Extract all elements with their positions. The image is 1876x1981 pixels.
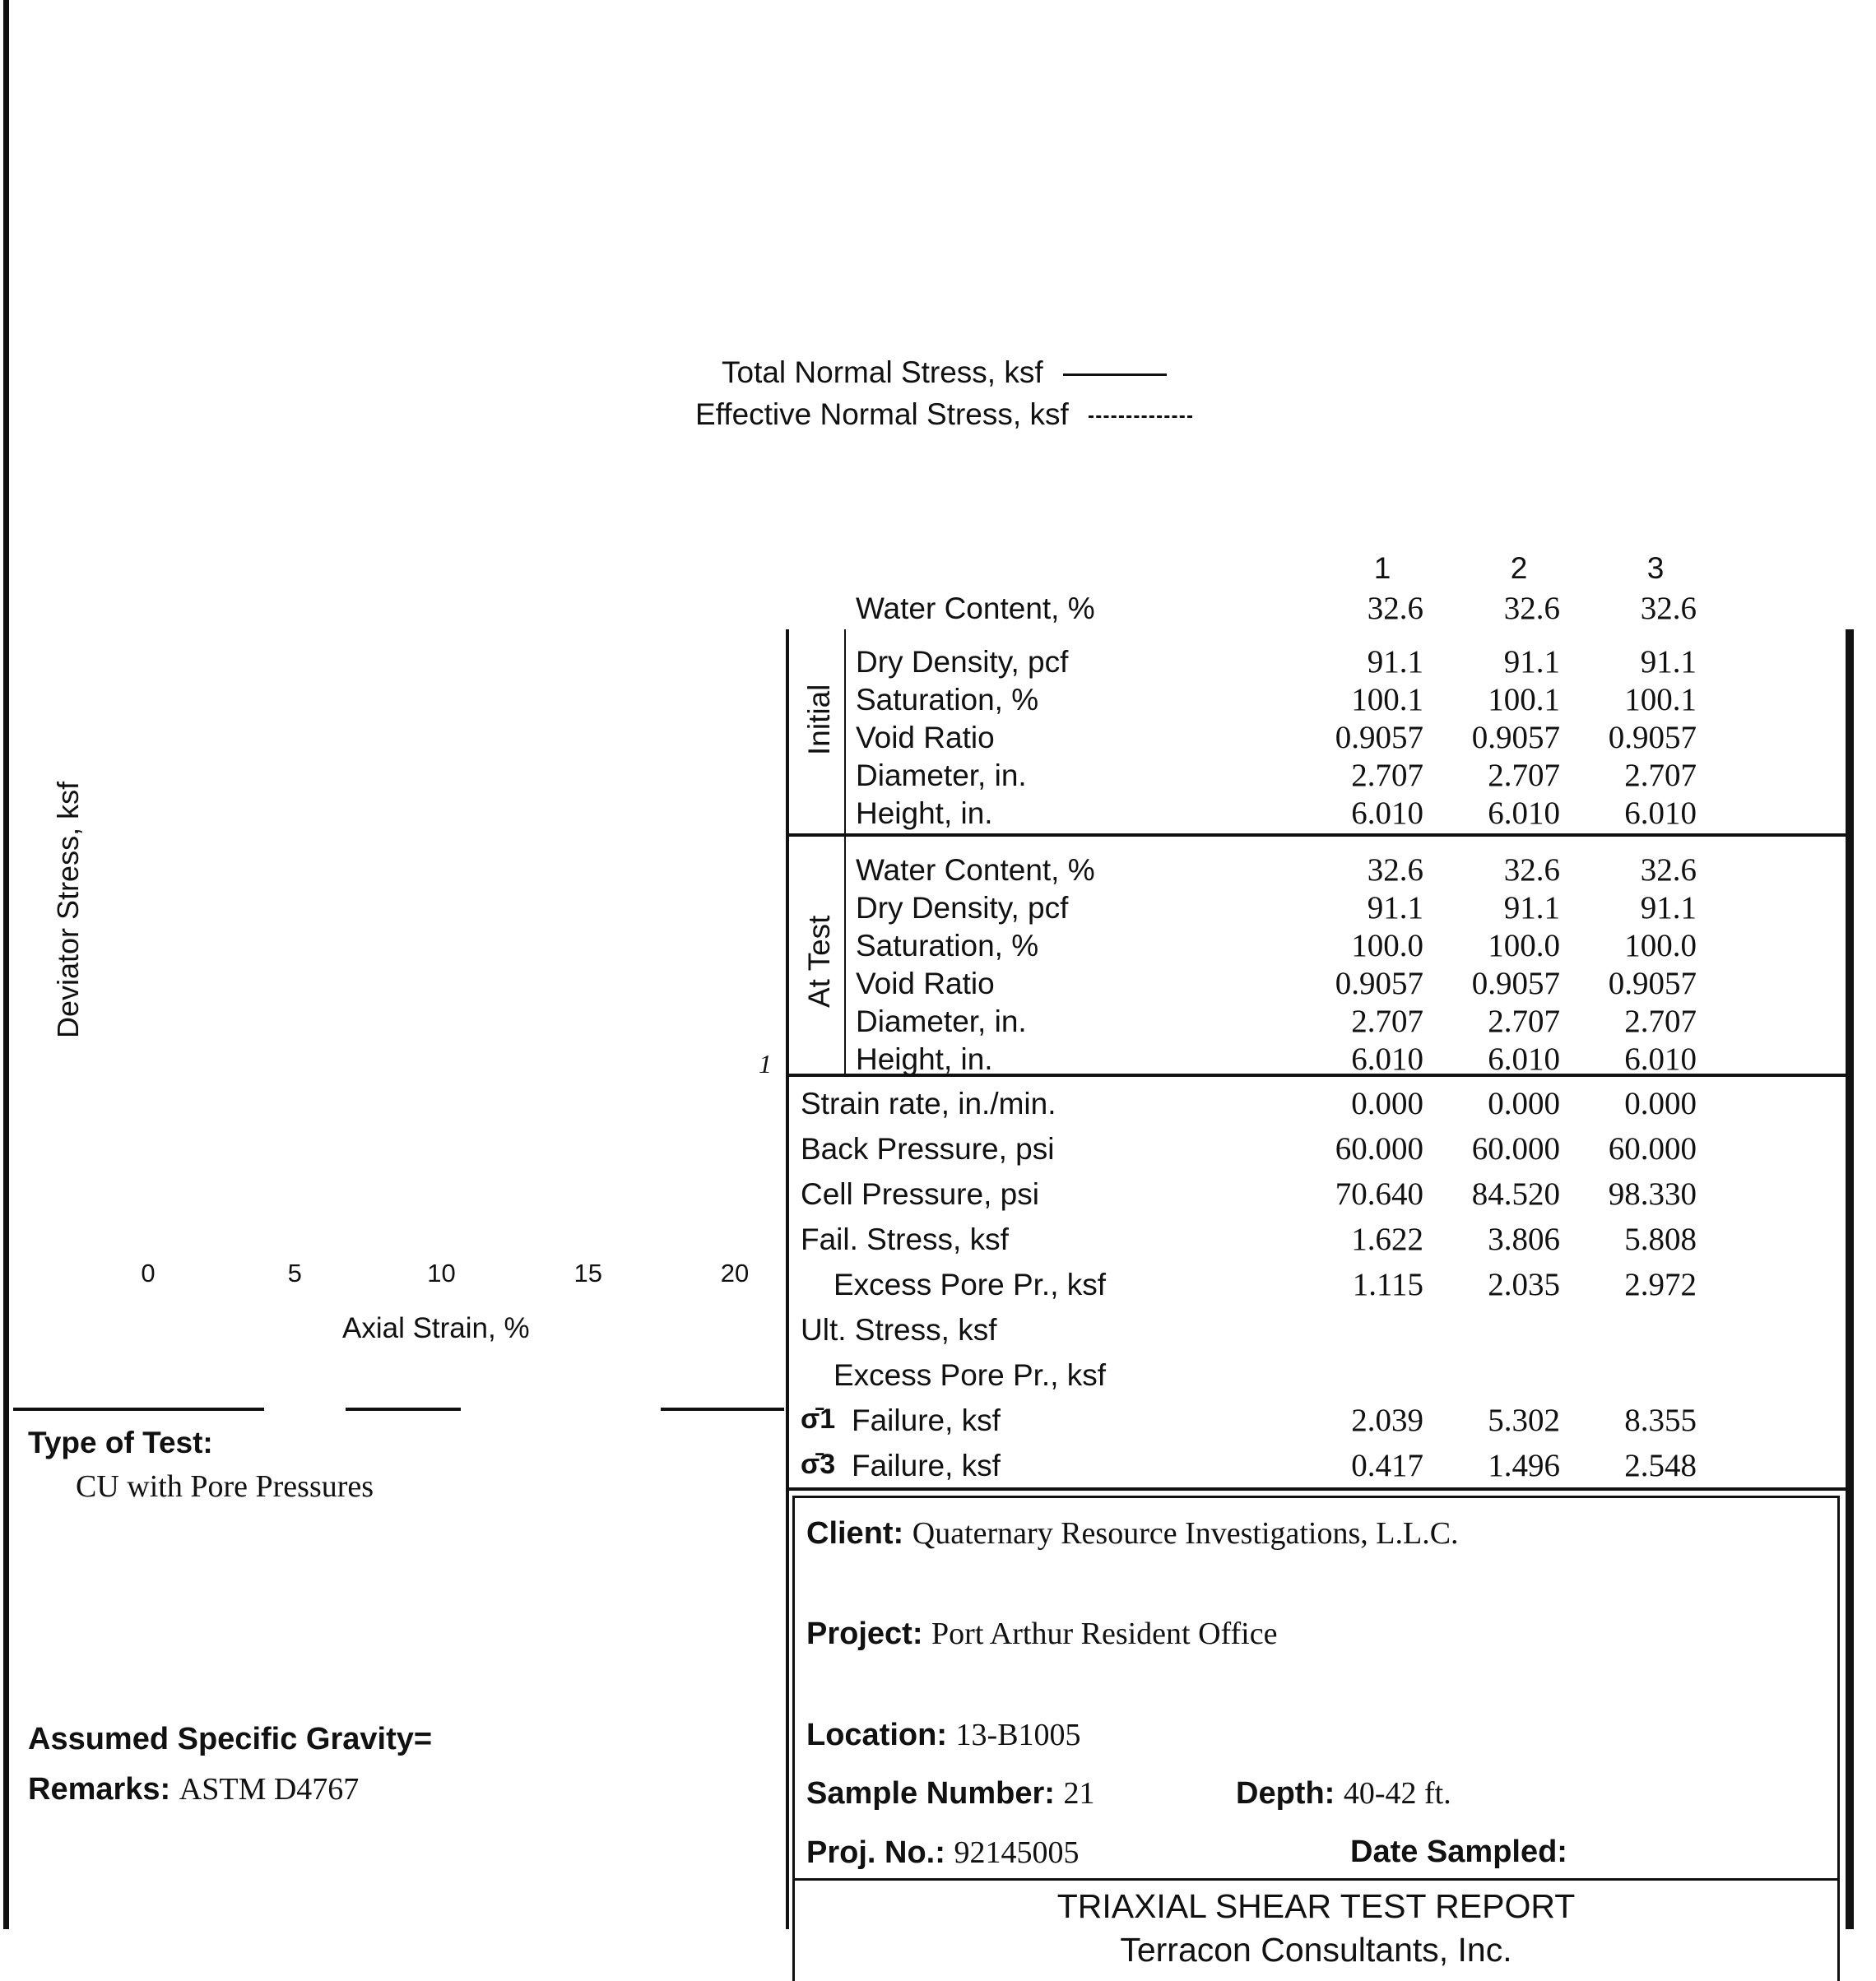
row-value-1: 0.9057 xyxy=(1335,720,1423,755)
row-value-3: 6.010 xyxy=(1624,1042,1697,1077)
row-value-3: 8.355 xyxy=(1624,1403,1697,1438)
column-header-1: 1 xyxy=(1373,551,1391,585)
row-value-1: 0.417 xyxy=(1351,1448,1423,1483)
depth-row xyxy=(1236,1775,1451,1812)
row-value-2: 91.1 xyxy=(1503,644,1560,680)
projno-label: Proj. No.: xyxy=(806,1835,945,1870)
table-left-border xyxy=(786,629,789,1929)
row-value-3: 0.9057 xyxy=(1608,720,1697,755)
row-value-3: 2.548 xyxy=(1624,1448,1697,1483)
row-value-3: 98.330 xyxy=(1608,1176,1697,1212)
sigma-symbol: σ̄1 xyxy=(801,1403,836,1435)
legend-total-label: Total Normal Stress, ksf xyxy=(722,355,1043,389)
depth-label: Depth: xyxy=(1236,1776,1335,1811)
row-label: Fail. Stress, ksf xyxy=(801,1222,1009,1256)
row-value-2: 100.1 xyxy=(1488,682,1560,717)
x-tick-label: 5 xyxy=(287,1259,302,1287)
row-value-2: 0.9057 xyxy=(1471,720,1560,755)
row-label: Height, in. xyxy=(856,796,993,830)
row-value-1: 32.6 xyxy=(1367,852,1423,888)
row-label: Saturation, % xyxy=(856,683,1039,717)
row-value-2: 1.496 xyxy=(1488,1448,1560,1483)
group-column-divider xyxy=(844,629,846,1074)
row-label: Height, in. xyxy=(856,1042,993,1076)
row-label: Saturation, % xyxy=(856,929,1039,963)
sigma-symbol: σ̄3 xyxy=(801,1449,836,1480)
row-value-2: 5.302 xyxy=(1488,1403,1560,1438)
row-value-1: 100.0 xyxy=(1351,928,1423,963)
row-label: Water Content, % xyxy=(856,853,1095,887)
row-value-2: 60.000 xyxy=(1471,1131,1560,1167)
initial-cut-row-value-2: 32.6 xyxy=(1503,591,1560,626)
row-label: Dry Density, pcf xyxy=(856,645,1069,679)
row-value-3: 60.000 xyxy=(1608,1131,1697,1167)
row-label: Void Ratio xyxy=(856,721,995,754)
test-type-value: CU with Pore Pressures xyxy=(76,1469,374,1504)
row-label: Back Pressure, psi xyxy=(801,1132,1055,1166)
row-value-2: 100.0 xyxy=(1488,928,1560,963)
initial-bottom-line xyxy=(786,833,1851,837)
row-value-1: 2.707 xyxy=(1351,1004,1423,1039)
row-value-3: 91.1 xyxy=(1640,890,1697,926)
remarks-value: ASTM D4767 xyxy=(179,1772,360,1807)
row-value-3: 0.9057 xyxy=(1608,966,1697,1001)
left-section-divider-dash xyxy=(346,1408,461,1411)
initial-cut-row-value-3: 32.6 xyxy=(1640,591,1697,626)
project-value: Port Arthur Resident Office xyxy=(931,1617,1278,1651)
row-value-3: 91.1 xyxy=(1640,644,1697,680)
x-tick-label: 0 xyxy=(141,1259,156,1287)
row-value-1: 1.115 xyxy=(1352,1267,1423,1302)
row-value-2: 2.707 xyxy=(1488,758,1560,793)
at-test-group-label: At Test xyxy=(802,915,836,1008)
left-section-divider-tail xyxy=(661,1408,784,1411)
row-value-2: 6.010 xyxy=(1488,796,1560,831)
client-label: Client: xyxy=(806,1516,904,1551)
row-label: Ult. Stress, ksf xyxy=(801,1313,997,1347)
row-value-3: 2.707 xyxy=(1624,1004,1697,1039)
row-value-1: 6.010 xyxy=(1351,1042,1423,1077)
location-value: 13-B1005 xyxy=(955,1718,1081,1752)
remarks-label: Remarks: xyxy=(28,1772,171,1807)
legend-solid-line xyxy=(1063,373,1167,376)
x-axis-label: Axial Strain, % xyxy=(342,1312,530,1344)
remarks-row xyxy=(28,1771,359,1807)
row-value-3: 100.1 xyxy=(1624,682,1697,717)
left-section-divider xyxy=(13,1408,264,1411)
initial-cut-row-label: Water Content, % xyxy=(856,592,1095,625)
project-label: Project: xyxy=(806,1617,923,1651)
row-value-1: 2.039 xyxy=(1351,1403,1423,1438)
row-value-1: 1.622 xyxy=(1351,1222,1423,1257)
sample-value: 21 xyxy=(1063,1776,1095,1811)
row-label: Diameter, in. xyxy=(856,1004,1027,1038)
x-tick-label: 20 xyxy=(720,1259,750,1287)
row-value-3: 5.808 xyxy=(1624,1222,1697,1257)
client-row xyxy=(806,1515,1459,1552)
legend-total xyxy=(722,355,1167,390)
row-value-2: 0.000 xyxy=(1488,1086,1560,1121)
column-header-2: 2 xyxy=(1510,551,1528,585)
x-tick-label: 15 xyxy=(573,1259,602,1287)
stray-plot-label: 1 xyxy=(759,1049,772,1079)
projno-row xyxy=(806,1835,1079,1871)
project-row xyxy=(806,1616,1277,1652)
report-title: TRIAXIAL SHEAR TEST REPORT xyxy=(1056,1887,1576,1925)
legend-effective xyxy=(695,397,1192,432)
location-row xyxy=(806,1717,1081,1753)
row-value-3: 0.000 xyxy=(1624,1086,1697,1121)
row-value-2: 91.1 xyxy=(1503,890,1560,926)
row-value-1: 70.640 xyxy=(1335,1176,1423,1212)
row-label: Strain rate, in./min. xyxy=(801,1087,1056,1120)
row-value-3: 6.010 xyxy=(1624,796,1697,831)
row-value-1: 91.1 xyxy=(1367,644,1423,680)
right-table-border xyxy=(1846,629,1854,1929)
row-label: Dry Density, pcf xyxy=(856,891,1069,925)
row-value-2: 3.806 xyxy=(1488,1222,1560,1257)
row-value-1: 2.707 xyxy=(1351,758,1423,793)
row-value-2: 2.707 xyxy=(1488,1004,1560,1039)
test-type-label: Type of Test: xyxy=(28,1426,213,1459)
initial-cut-row-value-1: 32.6 xyxy=(1367,591,1423,626)
initial-cut-row xyxy=(0,591,1876,629)
sample-row xyxy=(806,1775,1095,1812)
sample-label: Sample Number: xyxy=(806,1776,1055,1811)
location-label: Location: xyxy=(806,1718,947,1752)
row-label: Failure, ksf xyxy=(852,1449,1001,1482)
projno-value: 92145005 xyxy=(954,1835,1080,1870)
row-label: Excess Pore Pr., ksf xyxy=(834,1268,1107,1301)
table-bottom-line xyxy=(786,1487,1851,1491)
row-value-1: 100.1 xyxy=(1351,682,1423,717)
gravity-label: Assumed Specific Gravity= xyxy=(28,1722,433,1756)
row-value-3: 32.6 xyxy=(1640,852,1697,888)
x-tick-label: 10 xyxy=(427,1259,456,1287)
row-value-2: 32.6 xyxy=(1503,852,1560,888)
row-value-1: 91.1 xyxy=(1367,890,1423,926)
depth-value: 40-42 ft. xyxy=(1343,1776,1451,1811)
footer-divider xyxy=(792,1878,1840,1881)
company-name: Terracon Consultants, Inc. xyxy=(1120,1931,1512,1969)
row-label: Excess Pore Pr., ksf xyxy=(834,1358,1107,1392)
client-value: Quaternary Resource Investigations, L.L.C. xyxy=(912,1516,1459,1551)
date-sampled-label: Date Sampled: xyxy=(1350,1835,1567,1869)
row-value-2: 6.010 xyxy=(1488,1042,1560,1077)
left-page-border xyxy=(3,0,9,1929)
row-label: Failure, ksf xyxy=(852,1403,1001,1437)
row-value-1: 0.9057 xyxy=(1335,966,1423,1001)
initial-group-label: Initial xyxy=(802,684,836,755)
y-axis-label: Deviator Stress, ksf xyxy=(51,781,85,1038)
column-header-3: 3 xyxy=(1646,551,1665,585)
legend-effective-label: Effective Normal Stress, ksf xyxy=(695,397,1069,431)
legend-dashed-line xyxy=(1089,415,1192,418)
row-value-2: 0.9057 xyxy=(1471,966,1560,1001)
row-value-2: 84.520 xyxy=(1471,1176,1560,1212)
row-value-2: 2.035 xyxy=(1488,1267,1560,1302)
row-value-1: 0.000 xyxy=(1351,1086,1423,1121)
row-label: Cell Pressure, psi xyxy=(801,1177,1039,1211)
row-value-1: 60.000 xyxy=(1335,1131,1423,1167)
row-value-3: 2.972 xyxy=(1624,1267,1697,1302)
row-label: Diameter, in. xyxy=(856,759,1027,792)
row-value-3: 100.0 xyxy=(1624,928,1697,963)
row-value-1: 6.010 xyxy=(1351,796,1423,831)
row-value-3: 2.707 xyxy=(1624,758,1697,793)
row-label: Void Ratio xyxy=(856,967,995,1000)
